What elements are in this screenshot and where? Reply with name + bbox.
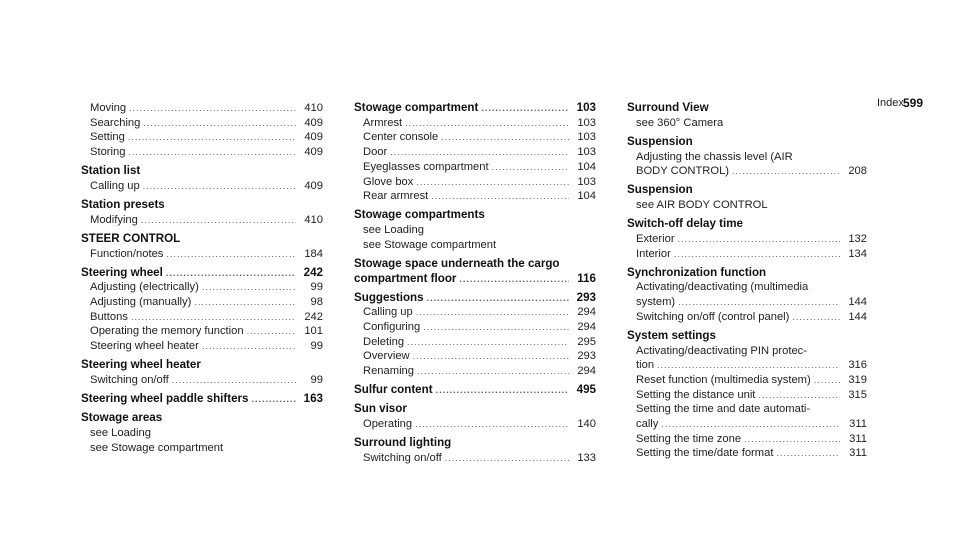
entry-text: Adjusting (electrically) [90, 281, 199, 294]
page-reference: 103 [577, 175, 596, 188]
dot-leader [172, 373, 296, 388]
index-subentry [354, 175, 596, 190]
entry-text: Activating/deactivating (multimedia [636, 281, 809, 294]
dot-leader [405, 116, 569, 131]
index-heading [81, 392, 323, 407]
page-reference: 140 [577, 418, 596, 431]
index-subentry [354, 223, 596, 238]
index-subentry [627, 310, 867, 325]
index-subentry [627, 198, 867, 213]
dot-leader [436, 383, 569, 398]
page-reference: 116 [577, 271, 596, 285]
dot-leader [252, 392, 296, 407]
entry-text: Deleting [363, 335, 405, 348]
index-heading [627, 183, 867, 198]
dot-leader [131, 310, 296, 325]
index-heading [354, 383, 596, 398]
dot-leader [481, 101, 569, 116]
page-reference: 134 [848, 247, 867, 260]
entry-text: Station list [81, 164, 141, 178]
page-reference: 315 [848, 388, 867, 401]
page-reference: 409 [304, 116, 323, 129]
dot-leader [141, 213, 296, 228]
entry-text: Eyeglasses compartment [363, 160, 489, 173]
index-subentry [81, 441, 323, 456]
entry-text: Suspension [627, 183, 693, 197]
entry-text: Stowage compartments [354, 208, 485, 222]
index-heading [81, 164, 323, 179]
dot-leader [674, 247, 840, 262]
index-subentry [627, 417, 867, 432]
index-heading [627, 135, 867, 150]
dot-leader [459, 272, 569, 287]
entry-text: see Loading [90, 426, 151, 439]
entry-text: Sun visor [354, 402, 407, 416]
page-reference: 316 [848, 359, 867, 372]
page-reference: 104 [577, 190, 596, 203]
index-subentry [354, 451, 596, 466]
index-subentry [81, 426, 323, 441]
index-subentry [354, 130, 596, 145]
entry-text: Door [363, 146, 388, 159]
entry-text: Setting the time/date format [636, 447, 774, 460]
entry-text: system) [636, 296, 676, 308]
entry-text: Activating/deactivating PIN protec- [636, 344, 808, 357]
index-heading [354, 257, 596, 272]
dot-leader [166, 266, 296, 281]
index-subentry [81, 324, 323, 339]
index-subentry [627, 344, 867, 359]
index-subentry [354, 160, 596, 175]
page-reference: 99 [310, 281, 323, 294]
page-reference: 409 [304, 131, 323, 144]
entry-text: Steering wheel heater [81, 358, 201, 372]
page-reference: 184 [304, 247, 323, 260]
entry-text: Reset function (multimedia system) [636, 373, 811, 386]
entry-text: Setting the time zone [636, 432, 742, 445]
entry-text: Adjusting the chassis level (AIR [636, 150, 793, 163]
dot-leader [417, 364, 569, 379]
index-heading [354, 291, 596, 306]
page-reference: 103 [577, 146, 596, 159]
index-subentry [81, 339, 323, 354]
page-reference: 103 [577, 116, 596, 129]
dot-leader [661, 417, 840, 432]
page-reference: 409 [304, 146, 323, 159]
entry-text: Stowage areas [81, 411, 163, 425]
dot-leader [128, 130, 296, 145]
entry-text: Function/notes [90, 247, 164, 260]
index-heading [627, 101, 867, 116]
index-heading [627, 217, 867, 232]
entry-text: Station presets [81, 198, 165, 211]
entry-text: Suspension [627, 134, 693, 148]
index-subentry [627, 432, 867, 447]
entry-text: Switching on/off [363, 451, 442, 464]
page-reference: 132 [848, 232, 867, 245]
page-reference: 293 [576, 290, 596, 304]
dot-leader [423, 320, 569, 335]
dot-leader [431, 189, 569, 204]
entry-text: see Stowage compartment [90, 441, 224, 454]
dot-leader [678, 295, 840, 310]
entry-text: STEER CONTROL [81, 231, 181, 245]
dot-leader [744, 432, 840, 447]
index-section-label: Index [877, 97, 904, 109]
entry-text: Configuring [363, 321, 421, 334]
page-reference: 294 [577, 365, 596, 378]
index-subentry [627, 358, 867, 373]
entry-text: System settings [627, 328, 716, 342]
entry-text: Switching on/off (control panel) [636, 310, 790, 323]
page-reference: 98 [310, 296, 323, 308]
page-reference: 144 [848, 310, 867, 323]
dot-leader [194, 295, 296, 310]
index-subentry [627, 295, 867, 310]
dot-leader [128, 145, 296, 160]
page-reference: 294 [577, 306, 596, 319]
dot-leader [143, 179, 296, 194]
entry-text: Armrest [363, 116, 403, 129]
entry-text: Adjusting (manually) [90, 296, 192, 308]
index-heading [354, 208, 596, 223]
entry-text: Setting the distance unit [636, 388, 756, 401]
entry-text: Storing [90, 146, 126, 159]
entry-text: see Stowage compartment [363, 238, 497, 251]
index-column-1 [81, 101, 323, 455]
entry-text: Interior [636, 247, 671, 260]
index-subentry [81, 145, 323, 160]
dot-leader [492, 160, 569, 175]
dot-leader [678, 232, 840, 247]
index-subentry [81, 280, 323, 295]
dot-leader [129, 101, 296, 116]
entry-text: Exterior [636, 232, 675, 245]
page-reference: 99 [310, 373, 323, 386]
index-subentry [354, 320, 596, 335]
index-subentry [81, 213, 323, 228]
dot-leader [143, 116, 296, 131]
dot-leader [776, 446, 840, 461]
index-heading [354, 402, 596, 417]
index-subentry [627, 232, 867, 247]
index-heading [354, 101, 596, 116]
dot-leader [792, 310, 840, 325]
entry-text: Overview [363, 350, 410, 363]
entry-text: Surround View [627, 101, 709, 114]
index-heading [627, 329, 867, 344]
entry-text: Stowage space underneath the cargo [354, 256, 560, 270]
index-subentry [627, 446, 867, 461]
index-subentry [627, 373, 867, 388]
index-subentry [81, 247, 323, 262]
index-subentry [354, 305, 596, 320]
page-reference: 144 [848, 296, 867, 308]
index-column-3 [627, 101, 867, 461]
index-heading [81, 411, 323, 426]
dot-leader [427, 291, 569, 306]
index-subentry [354, 349, 596, 364]
entry-text: Renaming [363, 365, 414, 378]
entry-text: Modifying [90, 213, 138, 226]
dot-leader [416, 305, 569, 320]
entry-text: Center console [363, 131, 439, 144]
page-reference: 410 [304, 213, 323, 226]
page-reference: 311 [849, 447, 867, 460]
entry-text: Steering wheel paddle shifters [81, 392, 249, 405]
entry-text: Setting [90, 131, 125, 144]
index-subentry [354, 189, 596, 204]
dot-leader [413, 349, 569, 364]
index-subentry [354, 238, 596, 253]
index-subentry [354, 417, 596, 432]
dot-leader [732, 164, 840, 179]
index-heading [81, 198, 323, 213]
index-subentry [354, 145, 596, 160]
index-subentry [81, 130, 323, 145]
dot-leader [166, 247, 296, 262]
index-subentry [627, 150, 867, 165]
index-subentry [81, 179, 323, 194]
entry-text: Operating the memory function [90, 325, 244, 338]
page-reference: 311 [849, 418, 867, 431]
entry-text: Glove box [363, 175, 414, 188]
page-reference: 410 [304, 102, 323, 114]
entry-text: Sulfur content [354, 383, 433, 397]
entry-text: cally [636, 418, 659, 431]
entry-text: Surround lighting [354, 436, 452, 450]
entry-text: Suggestions [354, 290, 424, 304]
entry-text: Operating [363, 418, 413, 431]
index-subentry [627, 402, 867, 417]
index-subentry [627, 388, 867, 403]
entry-text: Synchronization function [627, 265, 767, 279]
entry-text: see Loading [363, 224, 424, 237]
page-reference: 242 [303, 265, 323, 279]
dot-leader [390, 145, 569, 160]
dot-leader [202, 339, 296, 354]
index-subentry [81, 373, 323, 388]
page-reference: 409 [304, 179, 323, 192]
dot-leader [814, 373, 840, 388]
entry-text: Setting the time and date automati- [636, 403, 811, 416]
page-number: 599 [903, 96, 924, 110]
index-subentry [81, 116, 323, 131]
index-subentry [354, 116, 596, 131]
entry-text: Steering wheel heater [90, 340, 199, 353]
index-subentry [627, 280, 867, 295]
index-subentry [627, 164, 867, 179]
page-reference: 99 [310, 340, 323, 353]
page-reference: 242 [304, 310, 323, 323]
index-subentry [81, 295, 323, 310]
dot-leader [441, 130, 569, 145]
page-reference: 319 [848, 373, 867, 386]
index-subentry [627, 116, 867, 131]
page-reference: 208 [848, 165, 867, 178]
index-subentry [627, 247, 867, 262]
page-reference: 311 [849, 432, 867, 445]
dot-leader [247, 324, 296, 339]
dot-leader [202, 280, 296, 295]
index-column-2 [354, 101, 596, 466]
dot-leader [416, 175, 569, 190]
page-reference: 133 [577, 451, 596, 464]
index-heading [354, 272, 596, 287]
entry-text: Searching [90, 116, 141, 129]
dot-leader [657, 358, 840, 373]
dot-leader [407, 335, 569, 350]
entry-text: Rear armrest [363, 190, 429, 203]
index-heading [354, 436, 596, 451]
index-subentry [81, 101, 323, 116]
index-heading [81, 232, 323, 247]
dot-leader [758, 388, 840, 403]
entry-text: Calling up [90, 179, 140, 192]
entry-text: see AIR BODY CONTROL [636, 199, 768, 211]
entry-text: BODY CONTROL) [636, 165, 730, 178]
page-reference: 103 [576, 101, 596, 114]
index-heading [81, 358, 323, 373]
index-heading [81, 266, 323, 281]
dot-leader [415, 417, 569, 432]
dot-leader [445, 451, 569, 466]
entry-text: Stowage compartment [354, 101, 479, 114]
entry-text: compartment floor [354, 271, 457, 285]
page-reference: 103 [577, 131, 596, 144]
entry-text: Switching on/off [90, 373, 169, 386]
page-reference: 163 [303, 392, 323, 405]
page-reference: 495 [576, 383, 596, 397]
page-reference: 101 [304, 325, 323, 338]
index-subentry [81, 310, 323, 325]
index-heading [627, 266, 867, 281]
page-reference: 294 [577, 321, 596, 334]
entry-text: Buttons [90, 310, 128, 323]
index-subentry [354, 364, 596, 379]
index-subentry [354, 335, 596, 350]
entry-text: tion [636, 359, 655, 372]
page-reference: 293 [577, 350, 596, 363]
entry-text: Steering wheel [81, 265, 163, 279]
entry-text: Moving [90, 102, 127, 114]
entry-text: Calling up [363, 306, 413, 319]
page-reference: 295 [577, 335, 596, 348]
entry-text: Switch-off delay time [627, 217, 743, 231]
entry-text: see 360° Camera [636, 116, 724, 129]
page-reference: 104 [577, 160, 596, 173]
